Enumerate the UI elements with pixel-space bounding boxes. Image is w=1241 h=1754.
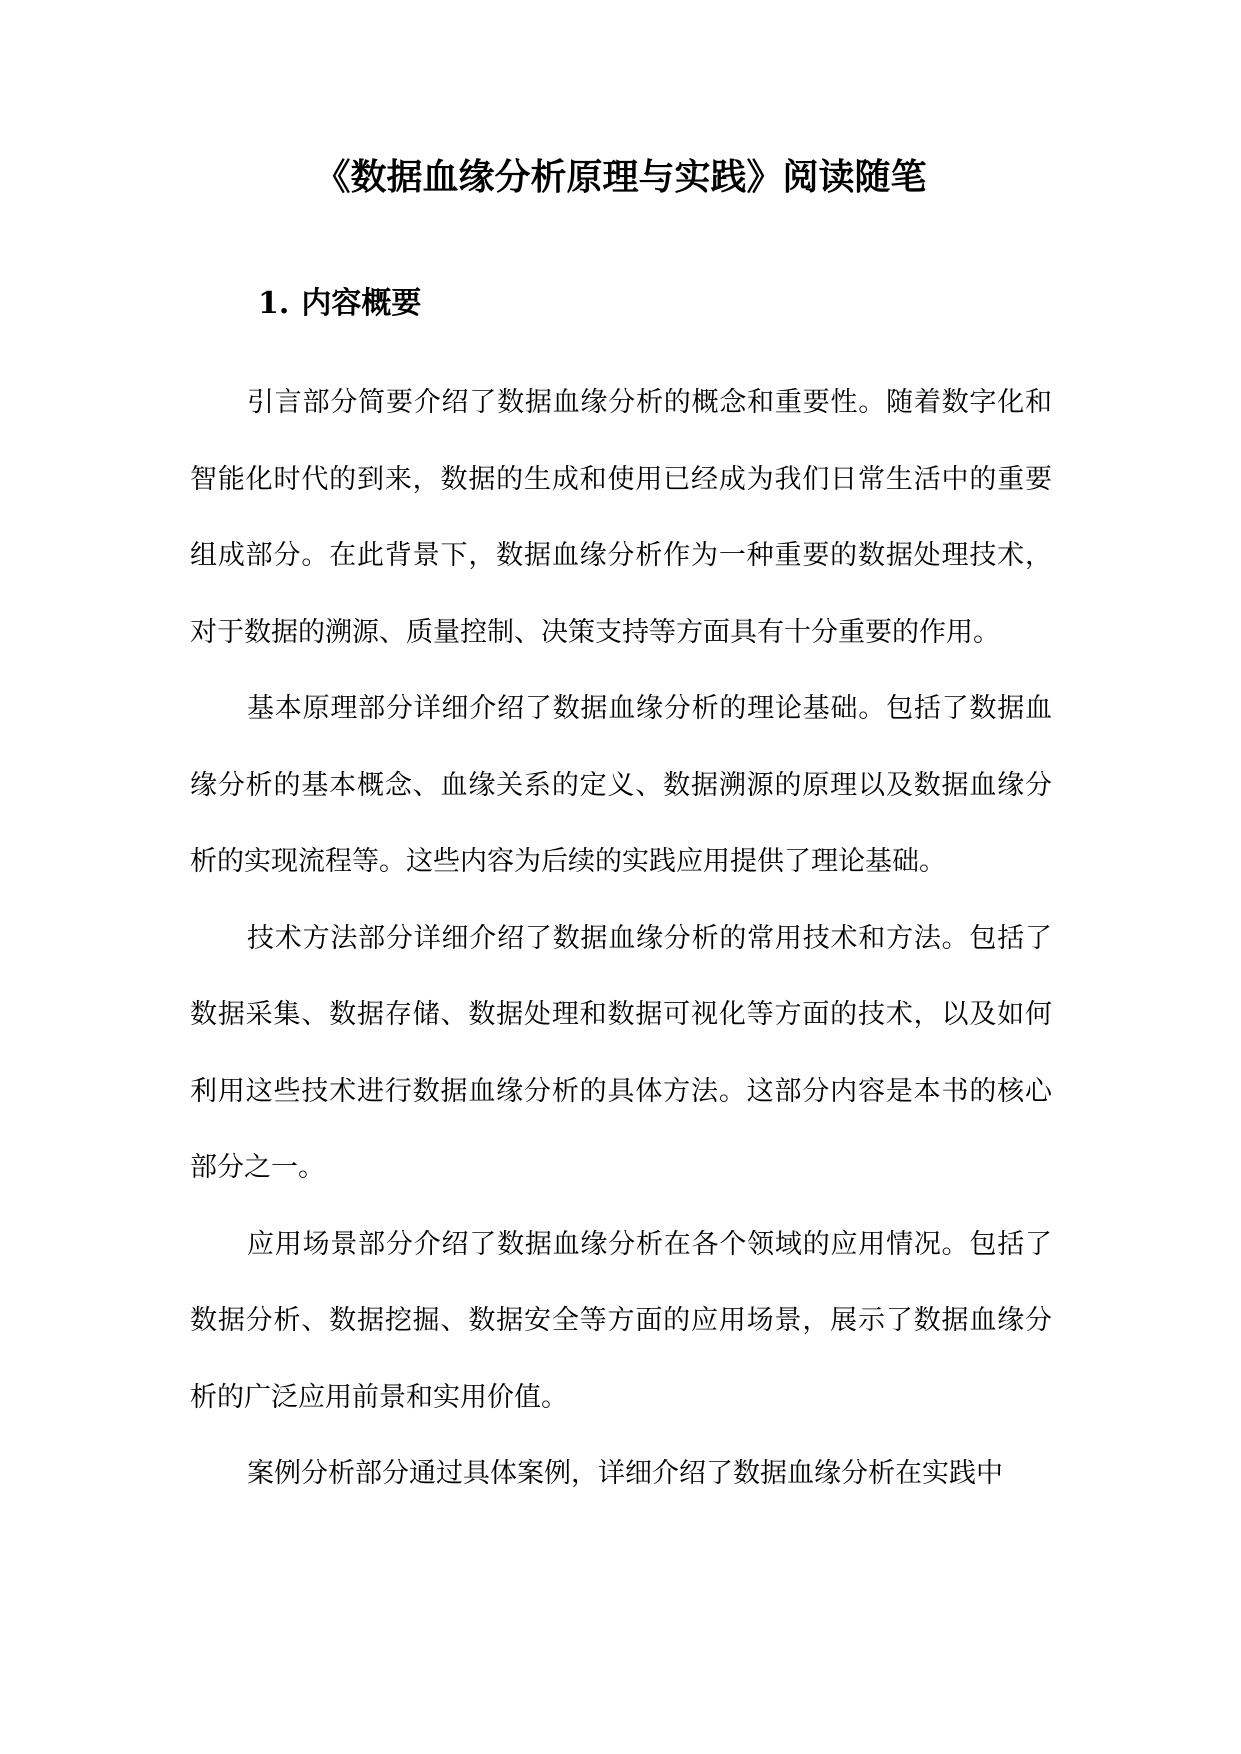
paragraph-case-analysis: 案例分析部分通过具体案例，详细介绍了数据血缘分析在实践中 bbox=[247, 1458, 1003, 1489]
paragraph-application-scenarios: 应用场景部分介绍了数据血缘分析在各个领域的应用情况。包括了数据分析、数据挖掘、数据安全等方面的应用场景，展示了数据血缘分析的广泛应用前景和实用价值。 bbox=[190, 1228, 1052, 1413]
paragraph-introduction: 引言部分简要介绍了数据血缘分析的概念和重要性。随着数字化和智能化时代的到来，数据的生成和使用已经成为我们日常生活中的重要组成部分。在此背景下，数据血缘分析作为一种重要的数据处理技术，对于数据的溯源、质量控制、决策支持等方面具有十分重要的作用。 bbox=[190, 387, 1052, 648]
section-heading bbox=[258, 281, 421, 327]
section-number: 1. bbox=[258, 286, 290, 321]
paragraph-technical-methods: 技术方法部分详细介绍了数据血缘分析的常用技术和方法。包括了数据采集、数据存储、数据处理和数据可视化等方面的技术，以及如何利用这些技术进行数据血缘分析的具体方法。这部分内容是本书的核心部分之一。 bbox=[190, 922, 1052, 1183]
document-title: 《数据血缘分析原理与实践》阅读随笔 bbox=[314, 157, 927, 198]
document-body bbox=[190, 365, 1052, 1513]
section-title: 内容概要 bbox=[301, 286, 422, 321]
paragraph-basic-principles: 基本原理部分详细介绍了数据血缘分析的理论基础。包括了数据血缘分析的基本概念、血缘关系的定义、数据溯源的原理以及数据血缘分析的实现流程等。这些内容为后续的实践应用提供了理论基础。 bbox=[190, 693, 1052, 877]
